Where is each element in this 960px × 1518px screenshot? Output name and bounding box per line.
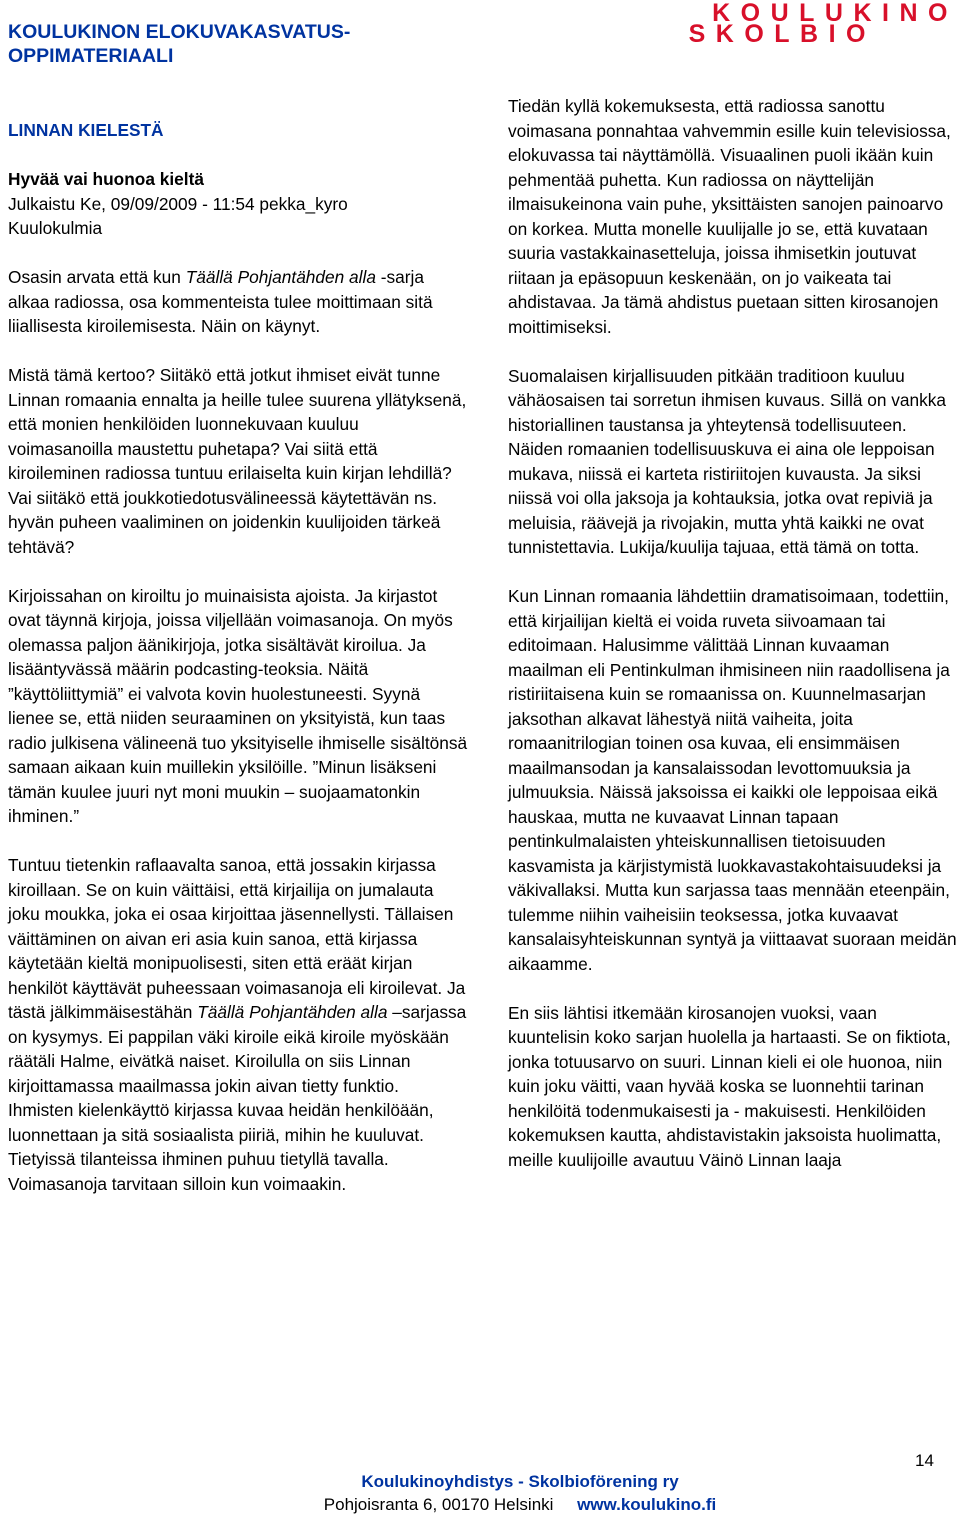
footer-website-link[interactable]: www.koulukino.fi bbox=[577, 1495, 717, 1514]
right-paragraph-4: En siis lähtisi itkemään kirosanojen vuoksi, vaan kuuntelisin koko sarjan huolella ja hartaasti. Se on fiktiota, jonka totuusarvo on suuri. Linnan kieli ei ole huonoa, niin kuin joku väitti, vaan hyvää koska se luonnehtii tarinan henkilöitä todenmukaisesti ja - makuisesti. Henkilöiden kokemuksen kautta, ahdistavistakin jaksoista huolimatta, meille kuulijoille avautuu Väinö Linnan laaja bbox=[508, 1002, 951, 1170]
footer-organization: Koulukinoyhdistys - Skolbioförening ry bbox=[361, 1472, 679, 1491]
left-paragraph-1 bbox=[8, 265, 468, 339]
header-title-line-1: KOULUKINON ELOKUVAKASVATUS- bbox=[8, 21, 351, 43]
left-column bbox=[8, 118, 468, 1196]
right-paragraph-1: Tiedän kyllä kokemuksesta, että radiossa sanottu voimasana ponnahtaa vahvemmin esille kuin televisiossa, elokuvassa tai näyttämöllä. Visuaalinen puoli ikään kuin pehmentää puhetta. Kun radiossa on näyttelijän ilmaisukeinona vain puhe, yksittäisten sanojen painoarvo on korkea. Mutta monelle kuulijalle jo se, että kuvataan suuria vastakkainasetteluja, joissa ihmisetkin joutuvat riitaan ja epäsopuun keskenään, on jo vaikeata tai ahdistavaa. Ja tämä ahdistus puetaan sitten kirosanojen moittimiseksi. bbox=[508, 96, 951, 337]
right-column bbox=[508, 94, 958, 1172]
koulukino-skolbio-logo bbox=[678, 0, 958, 48]
left-paragraph-2: Mistä tämä kertoo? Siitäkö että jotkut ihmiset eivät tunne Linnan romaania ennalta ja heille tulee suurena yllätyksenä, että monien henkilöiden luonnekuvaan kuuluu voimasanoilla maustettu puhetapa? Vai siitä että kiroileminen radiossa tuntuu erilaiselta kuin kirjan lehdillä? Vai siitäkö että joukkotiedotusvälineessä käytettävän ns. hyvän puheen vaaliminen on joidenkin kuulijoiden tärkeä tehtävä? bbox=[8, 365, 467, 557]
article-meta: Julkaistu Ke, 09/09/2009 - 11:54 pekka_kyro bbox=[8, 193, 348, 214]
logo-line-skolbio: SKOLBIO bbox=[688, 20, 876, 48]
right-paragraph-3: Kun Linnan romaania lähdettiin dramatisoimaan, todettiin, että kirjailijan kieltä ei voida ruveta siivoamaan tai editoimaan. Halusimme välittää Linnan kuvaaman maailman eli Pentinkulman ihmisineen niin raadollisena ja ristiriitaisena kuin se romaanissa on. Kuunnelmasarjan jaksothan alkavat lähestyä niitä vaiheita, joita romaanitrilogian toinen osa kuvaa, eli ensimmäisen maailmansodan ja kansalaissodan levottomuuksia ja julmuuksia. Näissä jaksoissa ei kaikki ole leppoisaa eikä hauskaa, mutta ne kuvaavat Linnan tapaan pentinkulmalaisten yhteiskunnallisen tietoisuuden kasvamista ja kärjistymistä luokkavastakohtaisuudeksi ja väkivallaksi. Mutta kun sarjassa taas mennään eteenpäin, tulemme niihin vaiheisiin teoksessa, jotka kuvaavat kansalaisyhteiskunnan syntyä ja viittaavat suoraan meidän aikaamme. bbox=[508, 586, 957, 974]
page-number: 14 bbox=[915, 1451, 934, 1470]
article-title: Hyvää vai huonoa kieltä bbox=[8, 169, 204, 189]
document-header-title bbox=[8, 20, 488, 68]
footer-contact bbox=[200, 1495, 840, 1515]
article-category: Kuulokulmia bbox=[8, 218, 103, 238]
right-paragraph-2: Suomalaisen kirjallisuuden pitkään traditioon kuuluu vähäosaisen tai sorretun ihmisen kuvaus. Sillä on vankka historiallinen taustansa ja yhteytensä todellisuuteen. Näiden romaanien todellisuuskuva ei aina ole leppoisan mukava, niissä ei karteta ristiriitojen kuvausta. Ja siksi niissä voi olla jaksoja ja kohtauksia, jotka ovat repiviä ja meluisia, räävejä ja rivojakin, mutta yhtä kaikki ne ovat tunnistettavia. Lukija/kuulija tajuaa, että tämä on totta. bbox=[508, 365, 947, 557]
left-p4-text-a: Tuntuu tietenkin raflaavalta sanoa, että jossakin kirjassa kiroillaan. Se on kuin väittäisi, että kirjailija on jumalauta joku moukka, joka ei osaa kirjoittaa jäsennellysti. Tällaisen väittäminen on aivan eri asia kuin sanoa, että kirjassa käytetään kieltä monipuolisesti, siten että eräät kirjan henkilöt käyttävät puheessaan voimasanoja eli kiroilevat. Ja tästä jälkimmäisestähän bbox=[8, 855, 466, 1022]
logo-line-koulukino: KOULUKINO bbox=[712, 0, 958, 27]
left-paragraph-4 bbox=[8, 853, 468, 1196]
left-p1-text-a: Osasin arvata että kun bbox=[8, 267, 186, 287]
left-p4-italic-title: Täällä Pohjantähden alla bbox=[197, 1002, 388, 1022]
left-p1-italic-title: Täällä Pohjantähden alla bbox=[185, 267, 376, 287]
header-title-line-2: OPPIMATERIAALI bbox=[8, 45, 174, 67]
section-title: LINNAN KIELESTÄ bbox=[8, 120, 164, 140]
left-p4-text-b: –sarjassa on kysymys. Ei pappilan väki kiroile eikä kiroile myöskään räätäli Halme, eivätkä naiset. Kiroilulla on siis Linnan kirjoittamassa maailmassa jokin aivan tietty funktio. Ihmisten kielenkäyttö kirjassa kuvaa heidän henkilöään, luonnettaan ja sitä sosiaalista piiriä, mihin he kuuluvat. Tietyissä tilanteissa ihminen puhuu tietyllä tavalla. Voimasanoja tarvitaan silloin kun voimaakin. bbox=[8, 1002, 467, 1194]
left-p1-text-b: -sarja alkaa radiossa, osa kommenteista tulee moittimaan sitä liiallisesta kiroilemisesta. Näin on käynyt. bbox=[8, 267, 433, 336]
left-paragraph-3: Kirjoissahan on kiroiltu jo muinaisista ajoista. Ja kirjastot ovat täynnä kirjoja, joissa viljellään voimasanoja. On myös olemassa paljon äänikirjoja, jotka sisältävät kiroilua. Ja lisääntyvässä määrin podcasting-teoksia. Näitä ”käyttöliittymiä” ei valvota kovin huolestuneesti. Syynä lienee se, että niiden seuraaminen on yksityistä, kun taas radio julkisena välineenä tuo yksityiselle ihmiselle sisältönsä samaan aikaan kuin muillekin yksilöille. ”Minun lisäkseni tämän kuulee juuri nyt moni muukin – suojaamatonkin ihminen.” bbox=[8, 585, 468, 826]
footer-address: Pohjoisranta 6, 00170 Helsinki bbox=[323, 1495, 554, 1514]
